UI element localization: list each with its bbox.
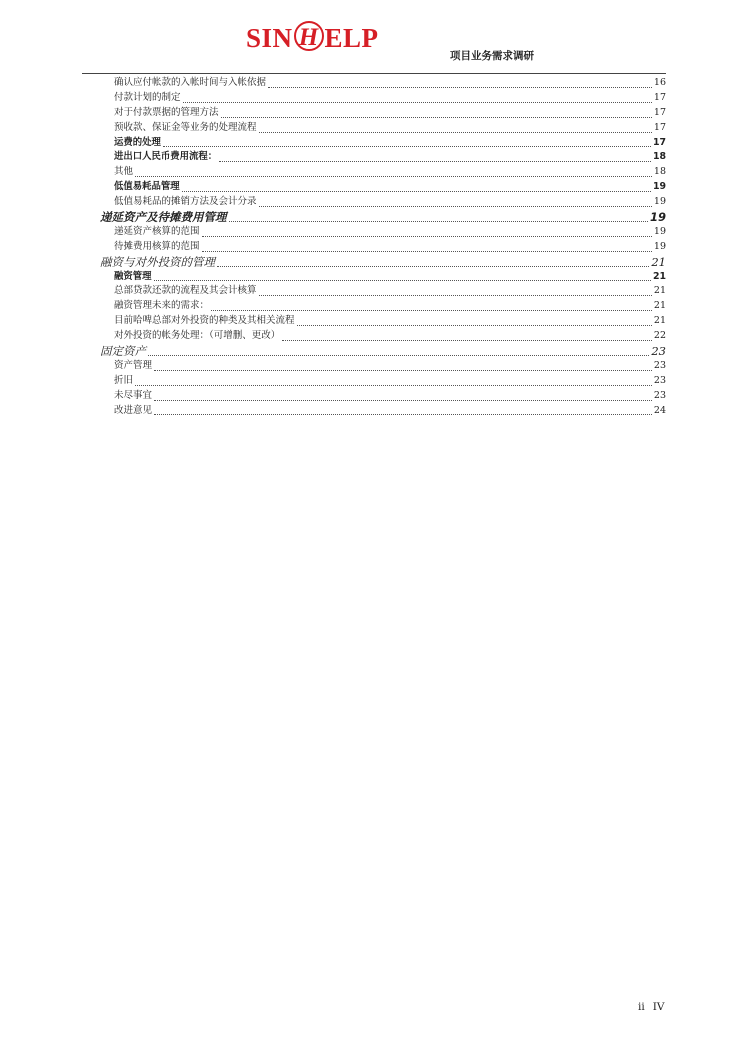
toc-entry-page: 19 bbox=[652, 181, 666, 193]
toc-entry-page: 19 bbox=[653, 196, 666, 208]
toc-entry-title: 折旧 bbox=[114, 374, 134, 386]
toc-entry-title: 确认应付帐款的入帐时间与入帐依据 bbox=[114, 76, 267, 88]
toc-entry[interactable] bbox=[100, 240, 666, 255]
toc-entry[interactable] bbox=[100, 225, 666, 240]
toc-entry-page: 19 bbox=[653, 225, 666, 237]
toc-entry-title: 对外投资的帐务处理：（可增删、更改） bbox=[114, 330, 281, 342]
toc-dot-leader bbox=[282, 339, 652, 341]
page-footer bbox=[638, 1001, 664, 1013]
toc-entry[interactable] bbox=[100, 374, 666, 389]
toc-entry-page: 21 bbox=[653, 315, 666, 327]
toc-entry-title: 对于付款票据的管理方法 bbox=[114, 106, 219, 118]
toc-dot-leader bbox=[259, 205, 652, 207]
toc-dot-leader bbox=[154, 399, 652, 401]
toc-entry-page: 22 bbox=[653, 330, 666, 342]
toc-entry-title: 待摊费用核算的范围 bbox=[114, 240, 200, 252]
toc-entry-title: 进出口人民币费用流程： bbox=[114, 151, 218, 163]
toc-dot-leader bbox=[229, 220, 648, 222]
toc-entry[interactable] bbox=[100, 404, 666, 419]
toc-entry[interactable] bbox=[100, 150, 666, 165]
toc-entry-page: 17 bbox=[653, 121, 666, 133]
toc-entry[interactable] bbox=[100, 255, 666, 270]
toc-dot-leader bbox=[163, 145, 651, 147]
toc-dot-leader bbox=[148, 354, 649, 356]
toc-entry-title: 总部贷款还款的流程及其会计核算 bbox=[114, 285, 257, 297]
toc-entry-page: 17 bbox=[653, 106, 666, 118]
toc-entry-title: 未尽事宜 bbox=[114, 389, 153, 401]
toc-dot-leader bbox=[268, 86, 652, 88]
toc-entry[interactable] bbox=[100, 284, 666, 299]
toc-entry-page: 23 bbox=[653, 389, 666, 401]
toc-entry-title: 资产管理 bbox=[114, 359, 153, 371]
toc-entry[interactable] bbox=[100, 136, 666, 151]
toc-entry-page: 18 bbox=[653, 166, 666, 178]
toc-entry-page: 18 bbox=[652, 151, 666, 163]
toc-dot-leader bbox=[154, 279, 651, 281]
toc-dot-leader bbox=[217, 265, 649, 267]
logo-h-circle-icon: H bbox=[294, 21, 324, 51]
toc-entry-page: 19 bbox=[649, 210, 666, 224]
toc-entry[interactable] bbox=[100, 76, 666, 91]
toc-dot-leader bbox=[135, 175, 652, 177]
toc-entry-title: 改进意见 bbox=[114, 404, 153, 416]
toc-entry[interactable] bbox=[100, 270, 666, 285]
logo-suffix: ELP bbox=[324, 22, 379, 53]
toc-dot-leader bbox=[211, 309, 652, 311]
table-of-contents bbox=[100, 76, 666, 418]
toc-dot-leader bbox=[183, 101, 652, 103]
toc-entry[interactable] bbox=[100, 106, 666, 121]
toc-entry-title: 固定资产 bbox=[100, 344, 146, 359]
toc-entry-title: 融资管理未来的需求： bbox=[114, 300, 210, 312]
toc-dot-leader bbox=[202, 235, 652, 237]
toc-entry-page: 21 bbox=[653, 300, 666, 312]
toc-entry-page: 21 bbox=[653, 285, 666, 297]
toc-entry-title: 其他 bbox=[114, 166, 134, 178]
toc-entry[interactable] bbox=[100, 329, 666, 344]
toc-entry-title: 融资与对外投资的管理 bbox=[100, 254, 215, 269]
toc-dot-leader bbox=[297, 324, 652, 326]
toc-entry-title: 融资管理 bbox=[114, 270, 152, 282]
toc-entry[interactable] bbox=[100, 180, 666, 195]
toc-entry-page: 23 bbox=[651, 344, 666, 359]
logo-prefix: SIN bbox=[246, 22, 293, 53]
toc-entry-page: 24 bbox=[653, 404, 666, 416]
toc-entry-page: 21 bbox=[652, 270, 666, 282]
toc-entry-title: 低值易耗品的摊销方法及会计分录 bbox=[114, 196, 257, 208]
header-divider bbox=[82, 73, 666, 74]
toc-entry[interactable] bbox=[100, 389, 666, 404]
toc-entry[interactable] bbox=[100, 314, 666, 329]
toc-entry-title: 递延资产及待摊费用管理 bbox=[100, 210, 227, 224]
toc-dot-leader bbox=[154, 413, 652, 415]
toc-entry-page: 23 bbox=[653, 359, 666, 371]
toc-entry-title: 付款计划的制定 bbox=[114, 91, 181, 103]
toc-entry-title: 递延资产核算的范围 bbox=[114, 225, 200, 237]
toc-dot-leader bbox=[259, 294, 652, 296]
toc-entry-page: 17 bbox=[652, 136, 666, 148]
toc-dot-leader bbox=[259, 131, 652, 133]
toc-entry[interactable] bbox=[100, 359, 666, 374]
toc-dot-leader bbox=[154, 369, 652, 371]
toc-entry-title: 预收款、保证金等业务的处理流程 bbox=[114, 121, 257, 133]
toc-dot-leader bbox=[202, 250, 652, 252]
toc-entry[interactable] bbox=[100, 344, 666, 359]
toc-dot-leader bbox=[182, 190, 651, 192]
header-title: 项目业务需求调研 bbox=[450, 50, 534, 62]
toc-entry-title: 低值易耗品管理 bbox=[114, 181, 180, 193]
toc-dot-leader bbox=[135, 384, 652, 386]
toc-entry-page: 17 bbox=[653, 91, 666, 103]
sinhelp-logo bbox=[246, 18, 406, 58]
toc-entry[interactable] bbox=[100, 121, 666, 136]
footer-page-small: ii bbox=[638, 1001, 645, 1013]
toc-dot-leader bbox=[221, 116, 652, 118]
toc-entry[interactable] bbox=[100, 299, 666, 314]
toc-entry-page: 16 bbox=[653, 76, 666, 88]
toc-entry[interactable] bbox=[100, 195, 666, 210]
toc-entry[interactable] bbox=[100, 210, 666, 225]
toc-entry-page: 19 bbox=[653, 240, 666, 252]
footer-page-number: IV bbox=[652, 1001, 665, 1013]
toc-entry-title: 目前哈啤总部对外投资的种类及其相关流程 bbox=[114, 315, 295, 327]
toc-entry[interactable] bbox=[100, 165, 666, 180]
toc-entry-page: 21 bbox=[651, 254, 666, 269]
toc-entry-title: 运费的处理 bbox=[114, 136, 161, 148]
toc-entry[interactable] bbox=[100, 91, 666, 106]
toc-entry-page: 23 bbox=[653, 374, 666, 386]
toc-dot-leader bbox=[219, 160, 651, 162]
